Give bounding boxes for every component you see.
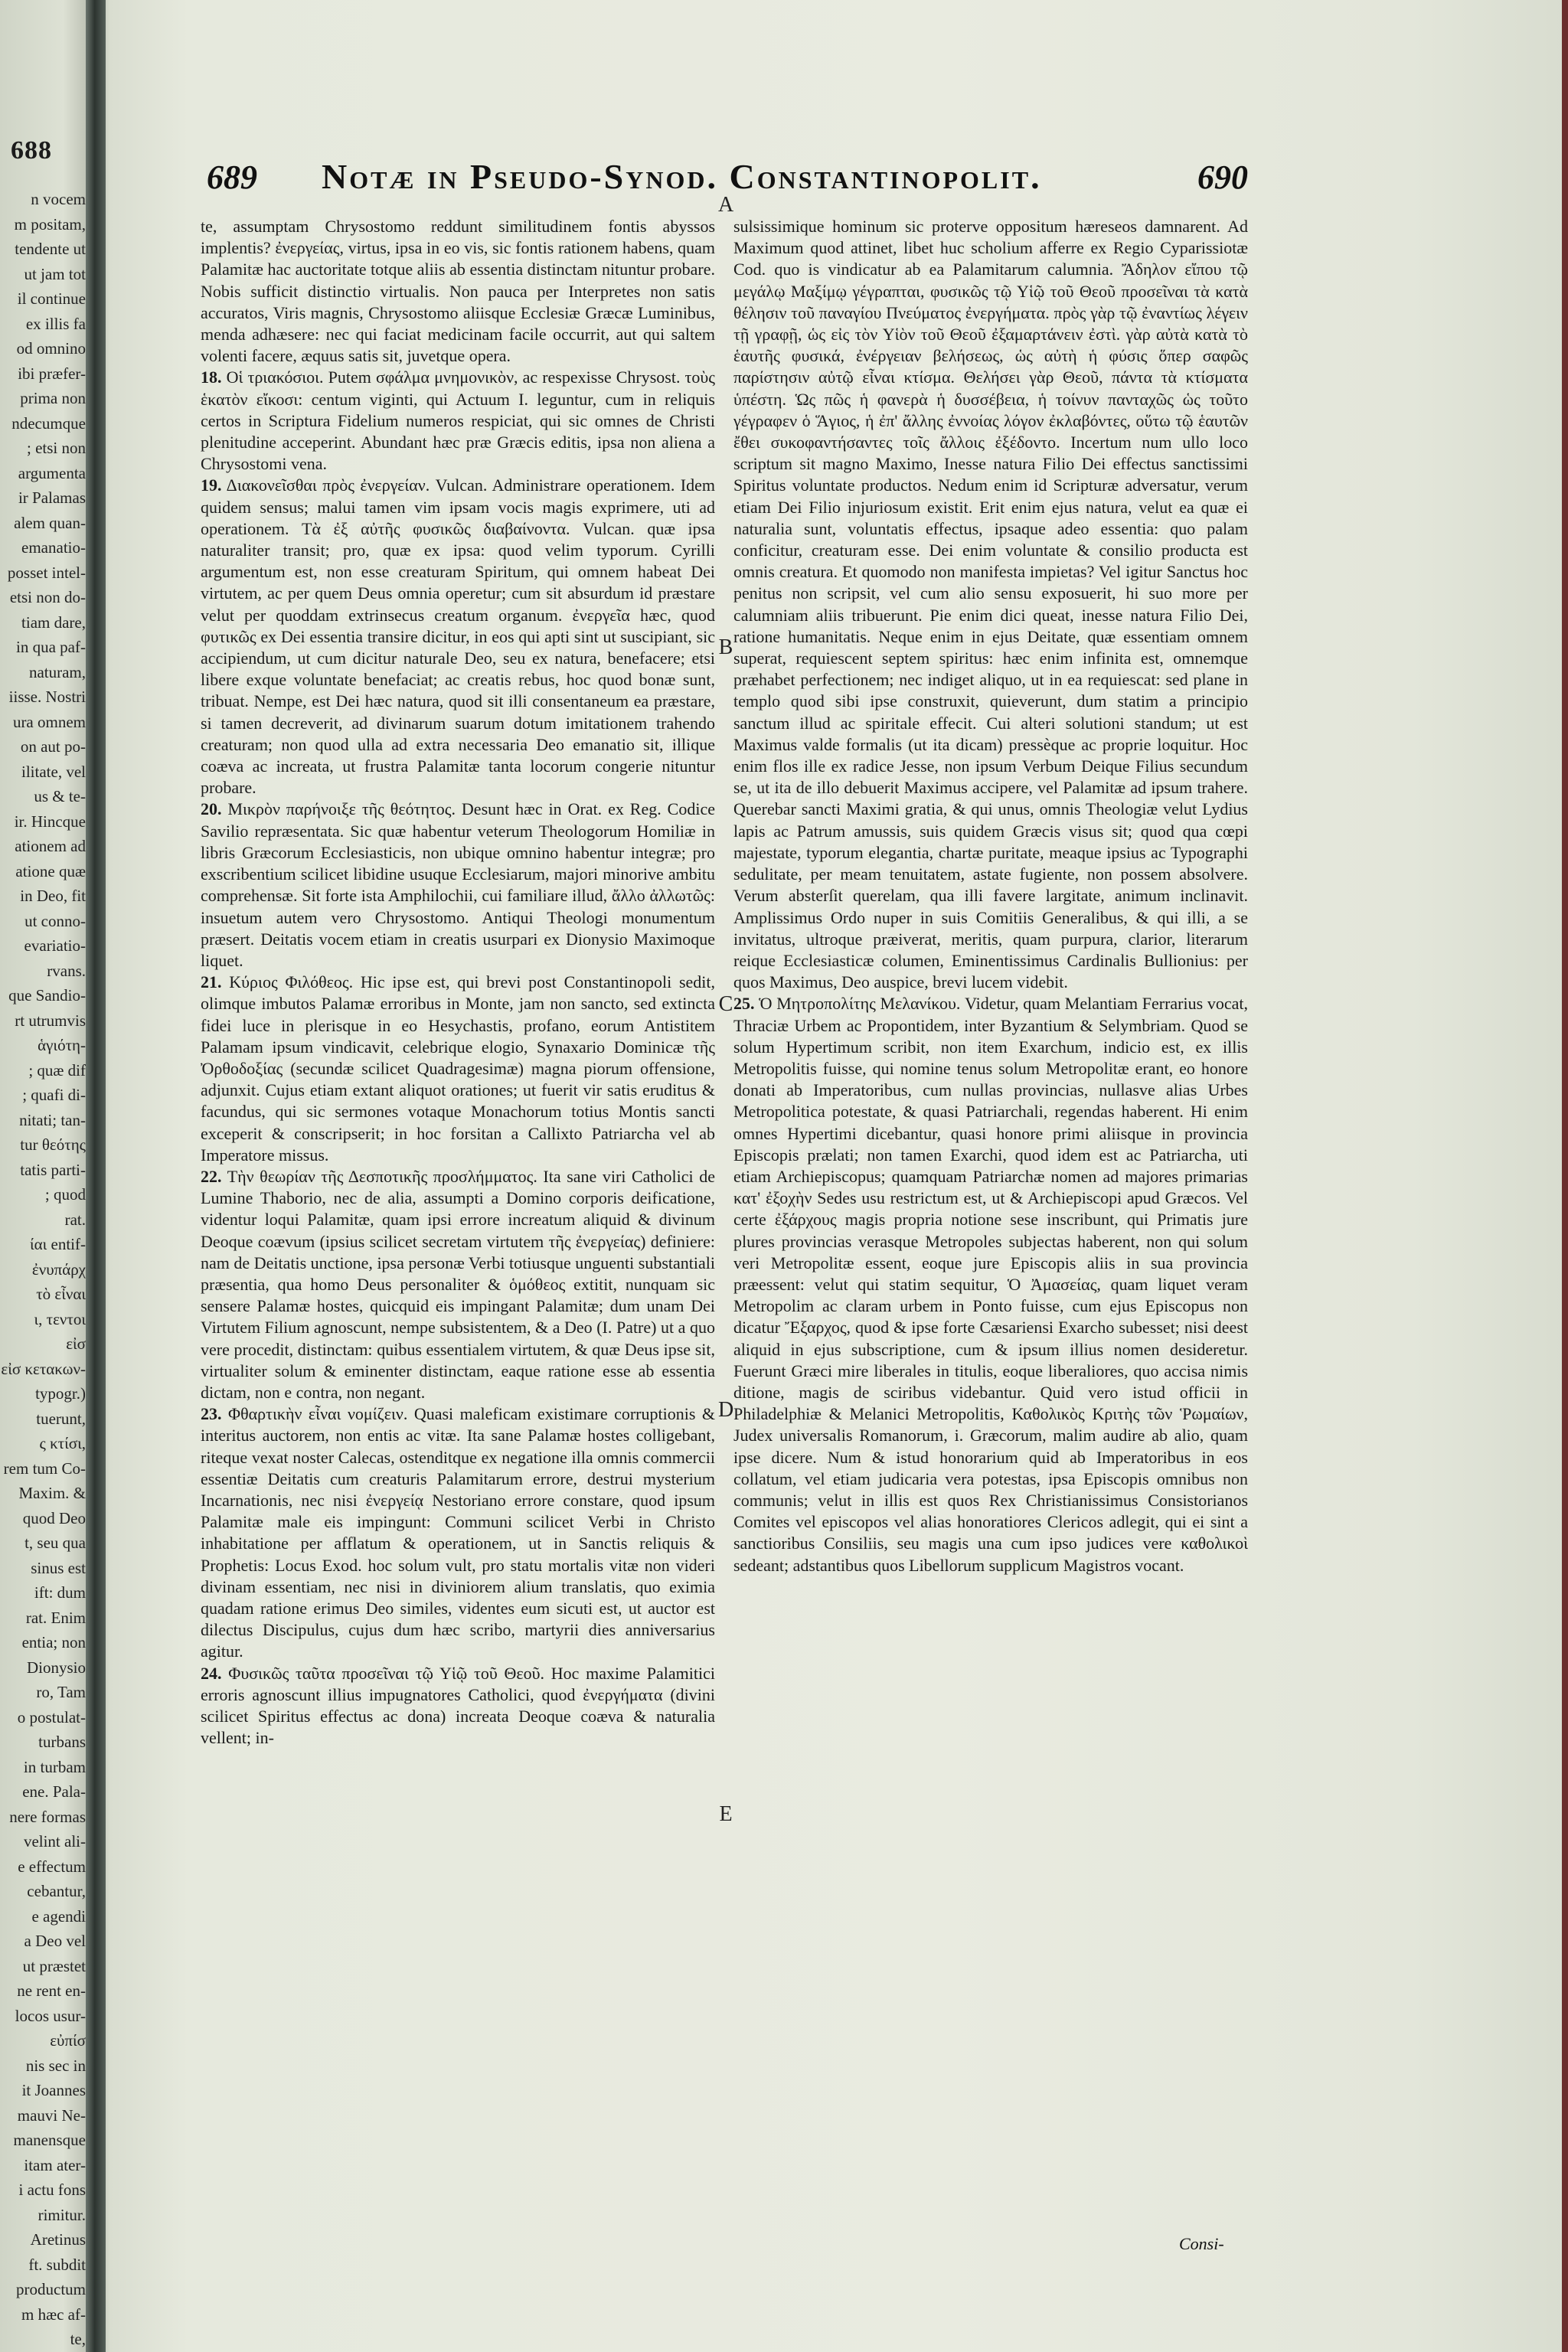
previous-page-line: ationem ad [15, 837, 86, 855]
previous-page-line: ; etsi non [27, 439, 86, 457]
previous-page-line: ift: dum [34, 1583, 86, 1602]
note-text: Κύριος Φιλόθεος. Hic ipse est, qui brevi post Constantinopoli sedit, olimque imbutos Palamæ erroribus in Monte, jam non sancto, sed extincta fidei luce in plerisque in eo Hesychastis, profano, eorum Antistitem Palamam ipsum vindicavit, celebrique elogio, Synaxario Dominicæ τῆς Ὀρθοδοξίας (secundæ scilicet Quadragesimæ) magna piorum offensione, adjunxit. Cujus etiam extant aliquot orationes; ut fuerit vir satis eruditus & facundus, qui sic sermones votaque Monachorum totius Montis sancti exceperit & conscripserit; in hoc forsitan a Callixto Patriarcha vel ab Imperatore missus. [201, 972, 716, 1165]
previous-page-line: ἐνυπάρχ [31, 1259, 86, 1279]
note-paragraph [201, 1166, 715, 1403]
previous-page-line: tatis parti- [20, 1160, 86, 1179]
margin-marker-c: C [718, 992, 733, 1016]
previous-page-line: Dionysio [26, 1658, 86, 1677]
previous-page-line: a Deo vel [24, 1932, 86, 1950]
previous-page-line: od omnino [16, 339, 86, 358]
previous-page-line: etsi non do- [9, 588, 86, 606]
note-paragraph [201, 972, 715, 1166]
previous-page-line: tuerunt, [36, 1409, 86, 1428]
catchword: Consi- [1179, 2234, 1224, 2253]
previous-page-line: prima non [20, 389, 86, 407]
left-page-number: 689 [207, 158, 257, 196]
previous-page-line: quod Deo [22, 1508, 86, 1527]
previous-page-line: o postulat- [17, 1707, 86, 1726]
previous-page-line: rt utrumvis [15, 1011, 86, 1030]
previous-page-line: m hæc af- [21, 2305, 86, 2324]
note-number: 21. [201, 972, 222, 992]
note-number: 22. [201, 1166, 222, 1186]
previous-page-line: εἰσ [66, 1334, 86, 1353]
note-paragraph [733, 216, 1248, 993]
previous-page-line: argumenta [18, 463, 86, 482]
previous-page-line: ft. subdit [28, 2255, 86, 2274]
previous-page-line: e agendi [31, 1906, 86, 1926]
note-paragraph [201, 475, 715, 799]
previous-page-line: i actu fons [18, 2180, 86, 2199]
note-text: sulsissimique hominum sic proterve oppositum hæreseos damnarent. Ad Maximum quod attinet, libet huc scholium afferre ex Regio Cyparissiotæ Cod. quo is vindicatur ab ea Palamitarum calumnia. Ἄδηλον εἴπου τῷ μεγάλῳ Μαξίμῳ γέγραπται, φυσικῶς τῷ Υἱῷ τοῦ Θεοῦ προσεῖναι τὰ κατὰ θέλησιν τοῦ παναγίου Πνεύματος ἐνεργήματα. πρὸς γὰρ τῷ ἐναντίως λέγειν τῇ γραφῇ, ὡς εἰς τὸν Υἱὸν τοῦ Θεοῦ ἐξαμαρτάνειν ἐστὶ. γὰρ αὐτὰ κατὰ τὸ ἑαυτῆς φυσικά, ἐνέργειαν βελήσεως, ὡς αὐτὴ ἡ φύσις ὅπερ σαφῶς παρίστησιν αὐτῷ εἶναι κτίσμα. Θελήσει γὰρ Θεοῦ, πάντα τὰ κτίσματα ὑπέστη. Ὡς πῶς ἡ φανερὰ ἡ δυσσέβεια, ἡ τοίνυν πανταχῶς ὡς τοῦτο γέγραφεν ὁ Ἅγιος, ἡ ἐπ' ἄλλης ἐννοίας λόγον ἐκλαβόντες, οὕτω τῷ ἑαυτῶν ἔθει συκοφαντήσαντες τοῖς ἄλλοις ἐξέδοντο. Incertum num ullo loco scriptum sit magno Maximo, Inesse natura Filio Dei effectus sanctissimi Spiritus voluntate productos. Nedum enim id Scripturæ adversatur, verum etiam Dei Filio injuriosum existit. Erit enim ejus natura, velut ea quæ ei naturalia sunt, voluntatis effectus, ipsaque adeo essentia: quo palam conficitur, creaturam esse. Dei enim voluntate & consilio producta est omnis creatura. Et quomodo non manifesta impietas? Vel igitur Sanctus hoc penitus non scripsit, vel cum alio sensu exposuerit, hi suo more per calumniam aliis tribuerunt. Pie enim dici queat, inesse natura Filio Dei, ratione humanitatis. Neque enim in ejus Deitate, quæ essentiam omnem superat, requiescent septem spiritus: hæc enim infinita est, omnemque præhabet perfectionem; nec indiget aliquo, ut in ea requiescat: sed plane in templo quod sibi ipse construxit, quieverunt, dum statim a principio sanctum illud ac spiritale effecit. Cui alteri solutioni standum; ut est Maximus valde formalis (ut ita dicam) pressèque ac proprie loquitur. Hoc enim flos ille ex radice Jesse, non ipsum Verbum Deique Filius secundum se, ut ita de illo debuerit Maximus accipere, vel Palamitæ ad ipsum trahere. Querebar sancti Maximi gratia, & qui unus, omnis Theologiæ velut Lydius lapis ac Patrum amussis, suis quidem Græcis visus sit; quod qua cœpi majestate, typorum elegantia, chartæ puritate, meaque ipsius ac Typographi sedulitate, per meam tenuitatem, astate fugiente, non possem absolvere. Verum absterſit querelam, qua illi favere largitate, animum inclinavit. Amplissimus Ordo nuper in suis Comitiis Generalibus, & qui illi, a se invitatus, ultroque præiverat, meritis, quam purpura, clarior, literarum reique Ecclesiasticæ columen, Eminentissimus Cardinalis Bullionius: per quos Maximus, Deo auspice, brevi lucem videbit. [733, 217, 1248, 992]
note-text: Ὁ Μητροπολίτης Μελανίκου. Videtur, quam Melantiam Ferrarius vocat, Thraciæ Urbem ac Propontidem, inter Byzantium & Selymbriam. Quod se solum Hypertimum scribit, non item Exarchum, indicio est, ex illis Metropolitis fuisse, qui nomine tenus solum Metropolitæ erant, eo honore donati ab Imperatoribus, cum nullas provincias, nullasve alias Urbes Metropolitica potestate, & quasi Patriarchali, regendas haberent. Hi enim omnes Hypertimi dicebantur, quasi honore primi aliisque in provincia Episcopis prælati; non tamen Exarchi, quod idem est ac Patriarcha, uti etiam Archiepiscopus; quamquam Patriarchæ nomen ad majores primarias κατ' ἐξοχὴν Sedes usu restrictum est, ut & Archiepiscopi apud Græcos. Vel certe ἐξάρχους magis propria notione sese inscribunt, qui Primatis jure plures provincias verasque Metropoles subjectas haberent, non qui solum veri Metropolitæ essent, eoque jure Episcopis aliis in sua provincia præessent: velut qui statim sequitur, Ὁ Ἀμασείας, quam liquet veram Metropolim ac claram urbem in Ponto fuisse, cum ejus Episcopus non dicatur Ἔξαρχος, quod & ipse forte Cæsariensi Exarcho subesset; nisi deest aliquid in ejus subscriptione, cum & ipsum illius nomen desideretur. Fuerunt Græci mire liberales in titulis, eoque liberaliores, quo accisa nimis ditione, magis de sciribus videbantur. Quid vero istud officii in Philadelphiæ & Melanici Metropolitis, Καθολικὸς Κριτὴς τῶν Ῥωμαίων, Judex universalis Romanorum, i. Græcorum, malim audire ab alio, quam ipse dicere. Num & istud honorarium quid ab Imperatoribus in eos collatum, vel etiam judicaria vera potestas, ipsa Episcopis omnibus non communis; velut in illis est quos Rex Christianissimus Consistorianos Comites vel episcopos vel alias honoratiores Clericos adlegit, qui ei sint a sanctioribus Consiliis, seu magis una cum ipso judices vere καθολικοὶ sedeant; adstantibus quos Libellorum supplicum Magistros vocant. [733, 994, 1248, 1575]
previous-page-line: alem quan- [14, 513, 86, 532]
previous-page-line: t, seu qua [24, 1534, 86, 1552]
previous-page-line: velint ali- [23, 1832, 86, 1851]
previous-page-line: emanatio- [21, 538, 86, 557]
previous-page-line: ex illis fa [25, 314, 86, 333]
previous-page-line: evariatio- [24, 936, 86, 955]
previous-page-line: in turbam [23, 1757, 86, 1776]
note-paragraph [201, 1403, 715, 1662]
previous-page-line: nitati; tan- [19, 1110, 86, 1129]
previous-page-line: ; quafi di- [22, 1086, 86, 1104]
previous-page-line: m positam, [14, 214, 86, 234]
previous-page-line: rvans. [47, 961, 86, 980]
previous-page-line: us & te- [34, 787, 86, 805]
note-paragraph [201, 367, 715, 475]
previous-page-line: Aretinus [30, 2230, 86, 2249]
previous-page-line: que Sandio- [8, 986, 86, 1004]
note-number: 19. [201, 475, 222, 495]
previous-page-line: ; quod [44, 1185, 86, 1204]
note-text: Μικρὸν παρήνοιξε τῆς θεότητος. Desunt hæc in Orat. ex Reg. Codice Savilio repræsentata. Sic quæ habentur veterum Theologorum Homiliæ in libris Græcorum Ecclesiasticis, non ubique omnino habentur integræ; pro exscribentium scilicet libidine usuque Ecclesiarum, majori minorive ambitu comprehensæ. Sit forte ista Amphilochii, cui familiare illud, ἄλλο ἀλλωτῶς: insuetum autem vero Chrysostomo. Antiqui Theologi monumentum præsert. Deitatis vocem etiam in creatis usurpari ex Dionysio Maximoque liquet. [201, 799, 715, 970]
previous-page-line: ut jam tot [24, 264, 86, 283]
margin-marker-a: A [718, 193, 734, 217]
previous-page-line: ndecumque [11, 413, 86, 433]
previous-page-line: ; quæ dif [28, 1060, 86, 1080]
previous-page-line: nis sec in [25, 2056, 86, 2075]
previous-page-line: tendente ut [15, 240, 86, 258]
note-number: 24. [201, 1663, 222, 1683]
left-column [201, 216, 715, 1749]
previous-page-line: te, [70, 2330, 86, 2348]
note-text: Οἱ τριακόσιοι. Putem σφάλμα μνημονικὸν, ac respexisse Chrysost. τοὺς ἑκατὸν εἴκοσι: centum viginti, qui Actuum I. leguntur, cum in reliquis certos in Scriptura Fidelium numeros respiciat, qui sic omnes de Christi plenitudine acceperint. Abundant hæc præ Græcis editis, ipsa non aliena a Chrysostomi vena. [201, 368, 715, 474]
previous-page-line: manensque [13, 2131, 86, 2149]
previous-page-line: tur θεότης [20, 1135, 86, 1154]
previous-page-line: iisse. Nostri [8, 688, 86, 706]
previous-page-line: sinus est [31, 1558, 86, 1577]
note-text: Φυσικῶς ταῦτα προσεῖναι τῷ Υἱῷ τοῦ Θεοῦ. Hoc maxime Palamitici erroris agnoscunt illius impugnatores Catholici, quod ἐνεργήματα (divini scilicet Spiritus effectus ac dona) increata Deoque coæva & naturalia vellent; in- [201, 1663, 716, 1748]
note-paragraph [201, 1663, 715, 1749]
note-number: 25. [733, 994, 755, 1014]
previous-page-line: rem tum Co- [3, 1459, 86, 1478]
previous-page-line: it Joannes [21, 2081, 86, 2099]
previous-page-line: mauvi Ne- [17, 2105, 86, 2125]
page-edge [1562, 0, 1568, 2352]
previous-page-line: ir Palamas [18, 488, 86, 507]
previous-page-line: ro, Tam [36, 1683, 86, 1701]
previous-page-line: in qua paf- [16, 638, 86, 656]
right-page-number: 690 [1197, 158, 1248, 196]
previous-page-line: tiam dare, [21, 612, 86, 632]
previous-page-line: e effectum [18, 1857, 86, 1876]
previous-page-line: atione quæ [15, 861, 86, 880]
previous-page-line: n vocem [31, 190, 86, 208]
note-text: Τὴν θεωρίαν τῆς Δεσποτικῆς προσλήμματος. Ita sane viri Catholici de Lumine Thaborio, nec de alia, assumpti a Domino corporis deificatione, videntur loqui Palamitæ, quam ipsi errore increatum aliquid & divinum Deoque coævum (ipsius scilicet secretam virtutem τῆς ἐνεργείας) definiere: nam de Deitatis unctione, ipsa personæ Verbi totiusque unguenti substantiali præsentia, qua homo Deus personaliter & ὁμόθεος extitit, nunquam sic sensere Palamæ hostes, quicquid eis impingant Palamitæ; dum unam Dei Virtutem Filium agnoscunt, nempe subsistentem, & a Deo (I. Patre) ut a quo vere procedit, distinctam: quibus essentialem virtutem, & quæ Deus ipse sit, virtualiter solum & eminenter distinctam, eaque ratione esse ab essentia dictam, non e contra, non negant. [201, 1166, 715, 1402]
previous-page-line: ura omnem [12, 712, 86, 731]
book-gutter [86, 0, 106, 2352]
note-number: 18. [201, 368, 222, 387]
previous-page-line: ς κτίσι, [39, 1434, 86, 1452]
previous-page-line: ibi præfer- [18, 364, 86, 383]
previous-page-line: turbans [38, 1733, 86, 1751]
note-text: Διακονεῖσθαι πρὸς ἐνεργείαν. Vulcan. Administrare operationem. Idem quidem sensus; malui tamen vim ipsam vocis magis exprimere, uti ad operationem. Τὰ ἐξ αὐτῆς φυσικῶς διαβαίνοντα. Vulcan. quæ ipsa naturaliter transit; pro, quæ ex ipsa: quod velim typorum. Cyrilli argumentum est, non esse creaturam Spiritum, qui omnem habeat Dei virtutem, ac per quem Deus omnia operetur; cum sit absurdum id præstare velut per quoddam extrinsecus creatum organum. ἐνεργεῖα hæc, quod φυτικῶς ex Dei essentia transire dicitur, in eos qui apti sint ut suscipiant, sic accipiendum, ut cum dicitur naturale Deo, seu ex natura, benefacere; etsi libere exque voluntate benefaciat; ac creatis rebus, hoc quod bonæ sunt, tribuat. Nempe, est Dei hæc natura, quod sit illi consentaneum ea præstare, si tamen decreverit, ad divinarum suarum dotum imitationem trahendo creaturam; non quod ulla ad extra necessaria Deo emanatio sit, illique coæva ac increata, ut frustra Palamitæ tanta locorum congerie nituntur probare. [201, 475, 715, 798]
note-text: Φθαρτικὴν εἶναι νομίζειν. Quasi maleficam existimare corruptionis & interitus auctorem, non entis ac vitæ. Ita sane Palamæ hostes colligebant, riteque vexat noster Calecas, ostenditque ex negatione illa omnis commercii essentiæ Deitatis cum creaturis Palamitarum errore, destrui mysterium Incarnationis, nec nisi ἐνεργείᾳ Nestoriano errore constare, quod ipsum Palamitæ male eis impingunt: Communi scilicet Verbi in Christo inhabitatione per afflatum & operationem, ut in Sanctis reliquis & Prophetis: Locus Exod. hoc solum vult, pro statu mortalis vitæ non videri divinam essentiam, nec nisi in diviniorem alium translatis, quo eximia quadam ratione erimus Deo similes, videntes eum sicuti est, ut auctor est dilectus Discipulus, cujus dum hæc scribo, martyrii dies anniversarius agitur. [201, 1404, 715, 1661]
previous-page-line: typogr.) [35, 1384, 86, 1403]
margin-marker-d: D [718, 1398, 734, 1422]
note-text: te, assumptam Chrysostomo reddunt similitudinem fontis abyssos implentis? ἐνεργείας, virtus, ipsa in eo vis, sic fontis rationem habens, quam Palamitæ hac auctoritate totque aliis ab essentia distinctam nituntur probare. Nobis sufficit distinctio virtualis. Non pauca per Interpretes non satis accuratos, Viris magnis, Chrysostomo aliisque Ecclesiæ Græcæ Luminibus, menda adhæsere: nec qui faciat medicinam facile occurrit, aut qui saltem volenti facere, æquus satis sit, juvetque opera. [201, 217, 715, 366]
previous-page-line: ut conno- [24, 911, 86, 930]
previous-page-line: ilitate, vel [21, 762, 86, 781]
previous-page-line: locos usur- [15, 2006, 86, 2025]
previous-page-line: ne rent en- [17, 1981, 86, 2000]
previous-page-line: εὐπίσ [50, 2031, 86, 2050]
previous-page-edge [0, 0, 90, 2352]
previous-page-line: posset intel- [7, 563, 86, 582]
previous-page-line: ίαι entif- [29, 1235, 86, 1253]
previous-page-line: entia; non [21, 1633, 86, 1651]
previous-page-line: rat. [64, 1210, 86, 1229]
note-number: 23. [201, 1404, 222, 1424]
note-paragraph [733, 993, 1248, 1576]
previous-page-line: rimitur. [38, 2205, 86, 2224]
previous-page-line: ir. Hincque [14, 812, 86, 831]
previous-page-line: nere formas [9, 1807, 86, 1826]
previous-page-line: ene. Pala- [22, 1782, 86, 1801]
previous-page-line: on aut po- [20, 737, 86, 756]
note-number: 20. [201, 799, 222, 819]
margin-marker-b: B [718, 635, 733, 659]
previous-page-line: in Deo, fit [20, 887, 86, 905]
previous-page-line: ι, τεντοι [34, 1309, 86, 1328]
previous-page-line: itam ater- [24, 2155, 86, 2174]
previous-page-line: ut præstet [22, 1956, 86, 1975]
note-paragraph [201, 216, 715, 367]
previous-page-line: τὸ εἶναι [36, 1285, 86, 1303]
previous-page-line: Maxim. & [18, 1484, 86, 1502]
previous-page-line: ἁγιότη- [38, 1036, 86, 1054]
previous-page-line: εἰσ κετακων- [1, 1359, 86, 1378]
previous-page-line: cebantur, [27, 1882, 86, 1900]
margin-marker-e: E [719, 1802, 733, 1826]
previous-page-line: rat. Enim [25, 1608, 86, 1627]
running-title: Notæ in Pseudo-Synod. Constantinopolit. [322, 157, 1042, 196]
previous-page-line: il continue [17, 289, 86, 308]
note-paragraph [201, 799, 715, 972]
previous-page-number: 688 [11, 136, 52, 165]
previous-page-line: productum [16, 2280, 86, 2298]
previous-page-line: naturam, [28, 662, 86, 681]
right-column [733, 216, 1248, 1576]
